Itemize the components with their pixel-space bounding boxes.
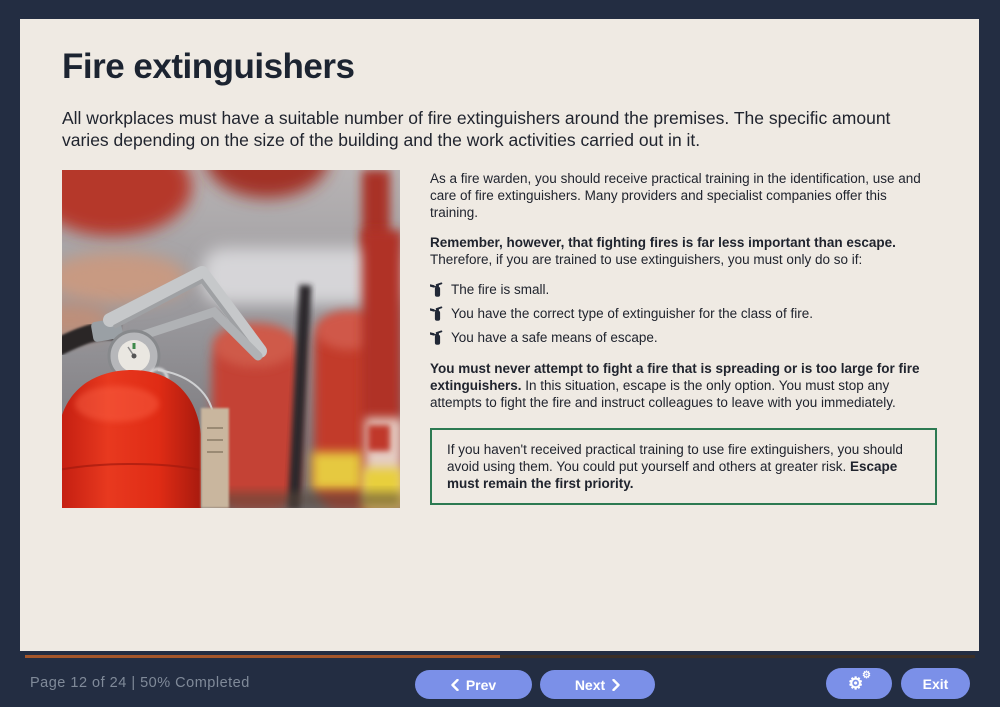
list-item-label: The fire is small. bbox=[451, 282, 550, 298]
list-item bbox=[430, 281, 937, 298]
next-button-label: Next bbox=[574, 676, 606, 693]
exit-button-label: Exit bbox=[922, 675, 949, 692]
settings-button[interactable] bbox=[826, 668, 892, 699]
callout-paragraph bbox=[447, 441, 920, 492]
slide-card bbox=[20, 19, 979, 651]
fire-extinguisher-icon bbox=[430, 282, 443, 297]
list-item-label: You have the correct type of extinguisher for the class of fire. bbox=[451, 306, 813, 322]
callout-box bbox=[430, 428, 937, 505]
progress-fill bbox=[25, 655, 500, 658]
progress-bar bbox=[25, 655, 975, 658]
body-text-column bbox=[430, 170, 937, 508]
exit-button[interactable] bbox=[901, 668, 970, 699]
paragraph-never-fight bbox=[430, 360, 937, 411]
remember-rest-text: Therefore, if you are trained to use extinguishers, you must only do so if: bbox=[430, 252, 863, 268]
list-item bbox=[430, 305, 937, 322]
page-status: Page 12 of 24 | 50% Completed bbox=[30, 675, 250, 691]
next-button[interactable] bbox=[540, 670, 655, 699]
chevron-left-icon bbox=[451, 679, 459, 691]
chevron-right-icon bbox=[612, 679, 620, 691]
paragraph-training: As a fire warden, you should receive practical training in the identification, use and care of fire extinguishers. Many providers and specialist companies offer this training. bbox=[430, 171, 921, 221]
intro-text: All workplaces must have a suitable number of fire extinguishers around the premises. The specific amount varies depending on the size of the building and the work activities carried out in it. bbox=[62, 108, 891, 150]
remember-bold-text: Remember, however, that fighting fires is far less important than escape. bbox=[430, 235, 896, 251]
fire-extinguisher-icon bbox=[430, 306, 443, 321]
fire-extinguishers-photo bbox=[62, 170, 400, 508]
list-item-label: You have a safe means of escape. bbox=[451, 330, 658, 346]
callout-text: If you haven't received practical training to use fire extinguishers, you should avoid using them. You could put yourself and others at greater risk. bbox=[447, 442, 903, 475]
never-fight-bold-text: You must never attempt to fight a fire that is spreading or is too large for fire extinguishers. bbox=[430, 361, 920, 394]
fire-extinguisher-icon bbox=[430, 330, 443, 345]
prev-button[interactable] bbox=[415, 670, 532, 699]
page-title: Fire extinguishers bbox=[62, 47, 355, 86]
prev-button-label: Prev bbox=[465, 676, 497, 693]
content-columns bbox=[62, 170, 937, 508]
list-item bbox=[430, 329, 937, 346]
conditions-list bbox=[430, 281, 937, 346]
fire-extinguishers-photo-art bbox=[62, 170, 400, 508]
never-fight-rest-text: In this situation, escape is the only option. You must stop any attempts to fight the fire and instruct colleagues to leave with you immediately. bbox=[430, 378, 896, 411]
callout-bold-text: Escape must remain the first priority. bbox=[447, 459, 898, 492]
paragraph-remember bbox=[430, 234, 937, 268]
gears-icon: ⚙ ⚙ bbox=[848, 669, 871, 693]
